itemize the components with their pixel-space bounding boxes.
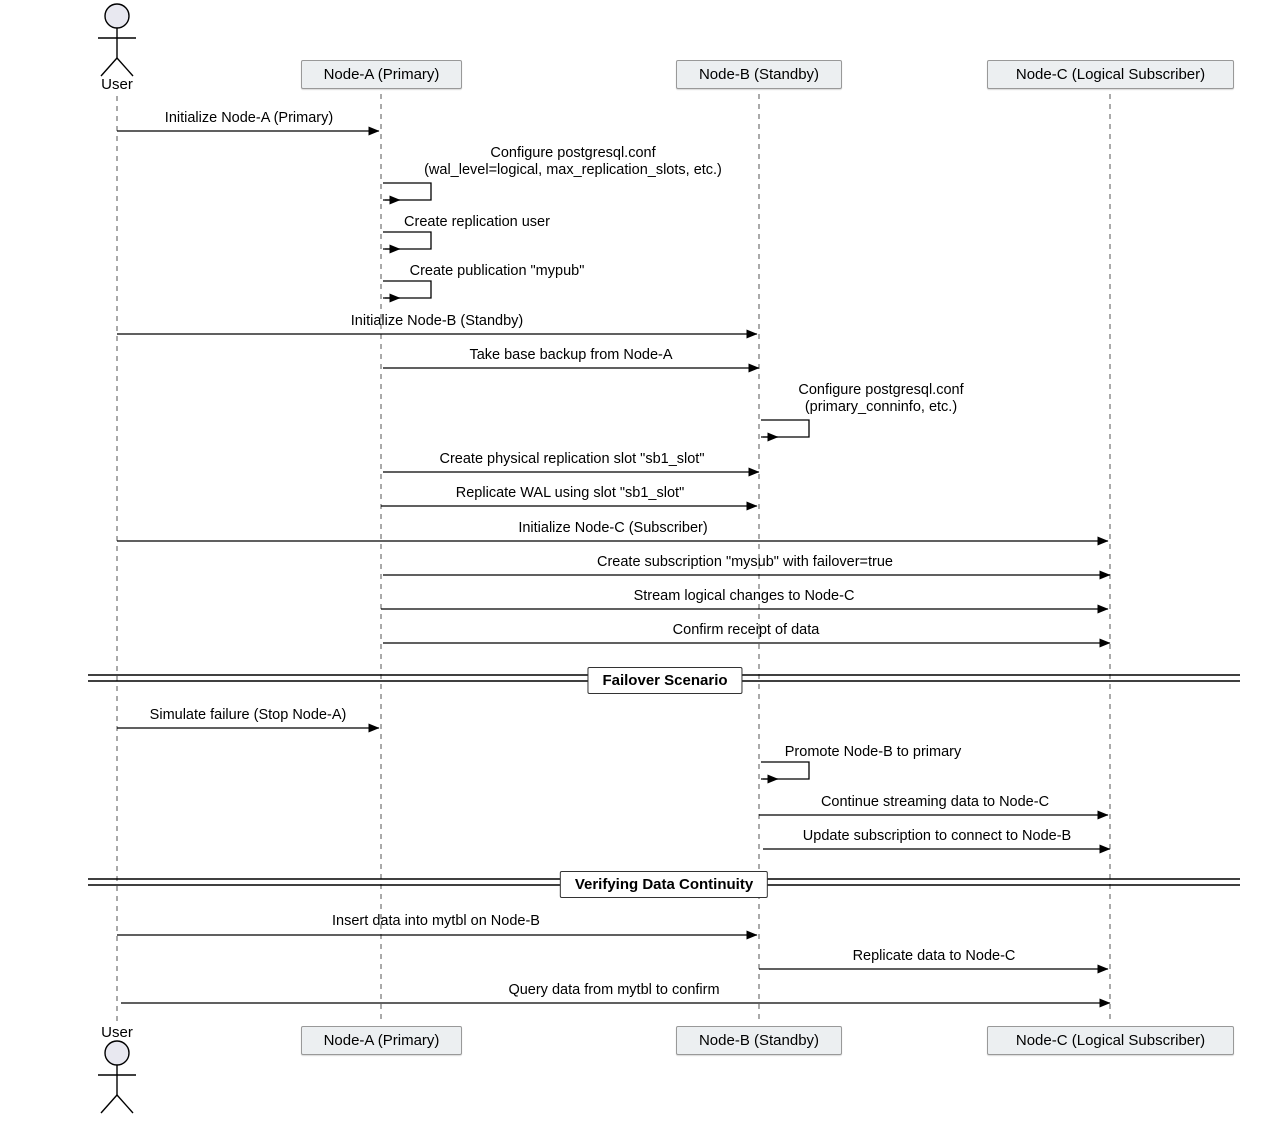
message-label: Create replication user	[404, 214, 550, 230]
message-label: Stream logical changes to Node-C	[633, 588, 855, 604]
divider-verifying-data-continuity: Verifying Data Continuity	[560, 871, 768, 898]
message-label: Update subscription to connect to Node-B	[802, 828, 1072, 844]
message-label: Promote Node-B to primary	[784, 744, 962, 760]
message-label: Create subscription "mysub" with failover=true	[597, 554, 893, 570]
message-label-line2: (primary_conninfo, etc.)	[804, 399, 958, 415]
message-label-line2: (wal_level=logical, max_replication_slots, etc.)	[424, 162, 722, 178]
message-label: Insert data into mytbl on Node-B	[332, 913, 540, 929]
participant-node-a-top[interactable]: Node-A (Primary)	[301, 60, 462, 89]
message-label: Configure postgresql.conf	[798, 382, 964, 398]
message-label: Replicate WAL using slot "sb1_slot"	[455, 485, 685, 501]
message-label: Initialize Node-B (Standby)	[350, 313, 524, 329]
actor-user-bottom	[98, 1041, 136, 1113]
message-label: Simulate failure (Stop Node-A)	[149, 707, 347, 723]
divider-failover-scenario: Failover Scenario	[587, 667, 742, 694]
message-label: Replicate data to Node-C	[852, 948, 1016, 964]
message-label: Query data from mytbl to confirm	[508, 982, 720, 998]
message-label: Initialize Node-C (Subscriber)	[518, 520, 708, 536]
participant-user-top-label: User	[101, 76, 133, 93]
participant-node-c-bottom[interactable]: Node-C (Logical Subscriber)	[987, 1026, 1234, 1055]
actor-user-top	[98, 4, 136, 76]
participant-node-a-bottom[interactable]: Node-A (Primary)	[301, 1026, 462, 1055]
participant-node-c-top[interactable]: Node-C (Logical Subscriber)	[987, 60, 1234, 89]
message-label: Take base backup from Node-A	[469, 347, 673, 363]
participant-node-b-bottom[interactable]: Node-B (Standby)	[676, 1026, 842, 1055]
message-label: Configure postgresql.conf	[490, 145, 656, 161]
message-label: Create physical replication slot "sb1_slot"	[439, 451, 705, 467]
participant-user-bottom-label: User	[101, 1024, 133, 1041]
message-label: Continue streaming data to Node-C	[820, 794, 1050, 810]
participant-node-b-top[interactable]: Node-B (Standby)	[676, 60, 842, 89]
message-label: Confirm receipt of data	[672, 622, 820, 638]
message-label: Initialize Node-A (Primary)	[164, 110, 334, 126]
message-label: Create publication "mypub"	[409, 263, 585, 279]
